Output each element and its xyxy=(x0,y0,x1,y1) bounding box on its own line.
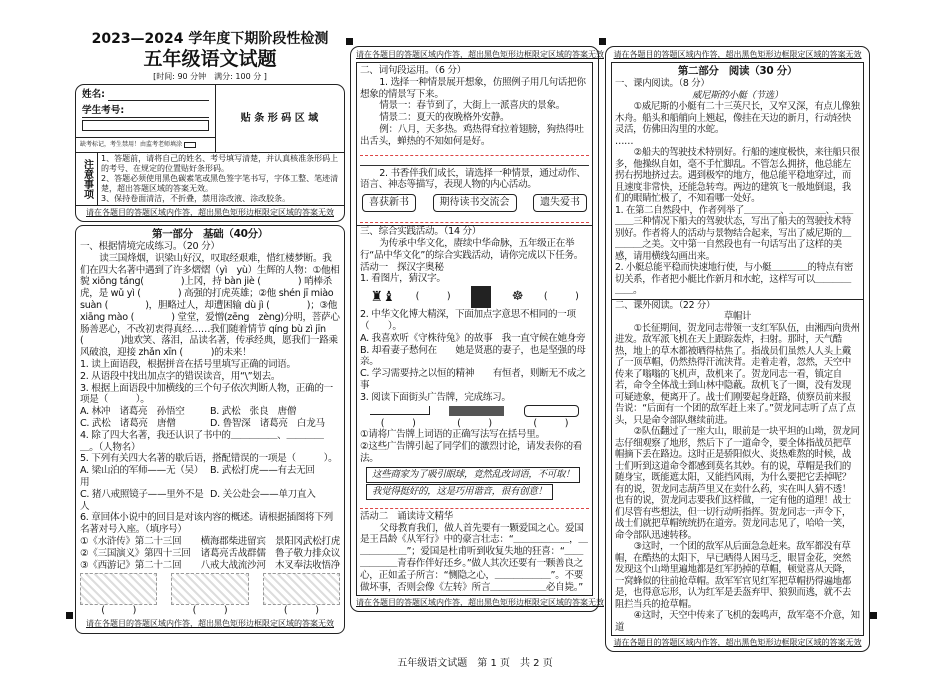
answer-area-notice: 请在各题目的答题区域内作答，超出黑色矩形边框限定区域的答案无效 xyxy=(86,208,334,217)
passage-text: 读三国烽烟，识梁山好汉，叹取经艰难，惜红楼梦断。我们在四大名著中遇到了许多熠熠（yì yù）生辉的人物：①他相貌 xiōng táng( )上冈，持 bàn jiè ( ) 哨棒杀虎，是 wǔ yì ( ) 高强的打虎英雄；②他 shén jī miào suàn ( )，胆略过人，却遭困输 dù jì ( )；③他 xiāng mào ( ) 堂堂，爱憎(zēng zèng)分明，菩萨心肠善恶心，不改初衷得真经……我们随着情节 qíng bù zì jīn ( )地欢笑、落泪，品读名著，传承经典，愿我们一路乘风破浪，迎接 zhǎn xīn ( )的未来！ xyxy=(80,252,340,359)
reading-1-q2: 2. 小艇总能平稳而快速地行使，与小艇＿＿＿＿的特点有密切关系，作者把小艇比作新月和水蛇，这样写可以＿＿＿＿＿＿。 xyxy=(615,262,853,296)
activity-1-q3-2: ②这些广告牌引起了同学们的激烈讨论，请发表你的看法。 xyxy=(360,441,583,464)
exam-title: 五年级语文试题 xyxy=(143,48,277,70)
answer-area-notice: 请在各题目的答题区域内作答，超出黑色矩形边框限定区域的答案无效 xyxy=(86,619,334,629)
option-a: A. 林冲 诸葛亮 孙悟空 xyxy=(80,406,185,418)
right-answer-frame xyxy=(605,46,870,652)
info-box xyxy=(76,85,344,153)
absent-mark-row xyxy=(76,137,216,153)
q6-rows xyxy=(80,536,340,571)
absent-label: 缺考标记，考生禁用！由监考老师填涂 xyxy=(80,141,183,148)
chapter-title: 诸葛亮舌战群儒 鲁子敬力排众议 xyxy=(200,547,340,559)
riddle-image: ☸ xyxy=(511,289,524,305)
billboards xyxy=(360,404,589,418)
option-a: A. 梁山泊的军师——无（吴）用 xyxy=(80,465,204,488)
activity-2-title: 活动二 诵读诗文精华 xyxy=(360,510,453,522)
passage-paragraph: ②队伍翻过了一座大山，眼前是一块平坦的山坳，贺龙同志仔细观察了地形，然后下了一道命令，要全体指战员把草帽摘下丢在路边。这时正是骄阳似火、炎热难熬的时候，战士们听到这道命令都感到莫名其妙。有的说，草帽是我们的随身宝，既能遮太阳，又能挡风雨，为什么要把它丢掉呢？有的说，贺龙同志葫芦里又在卖什么药，实在叫人猜不透！也有的说，贺龙同志要我们这样做，一定有他的道理！战士们尽管有些想法，但一切行动听指挥。贺龙同志一声令下，战士们就把草帽统统扔在道旁。贺龙同志见了，哈哈一笑，命令部队迅速转移。 xyxy=(615,426,860,541)
reading-1-q1: 1. 在第二自然段中，作者列举了＿＿＿＿、＿＿＿＿、＿＿＿＿三种情况下船夫的驾驶状态，写出了船夫的驾驶技术特别好。作者将人的活动与景物结合起来，写出了威尼斯的＿＿＿＿之美。文中第一自然段也有一句话写出了这样的美感，请用横线勾画出来。 xyxy=(615,204,853,262)
name-field[interactable] xyxy=(108,89,209,101)
question-1-title: 一、根据情境完成练习。（20 分） xyxy=(80,241,220,252)
answer-line[interactable] xyxy=(360,501,589,509)
part2-title: 第二部分 阅读（30 分） xyxy=(677,65,798,77)
answer-blank[interactable]: ( ) xyxy=(283,605,319,617)
option-d: D. 鲁智深 诸葛亮 白龙马 xyxy=(210,417,325,429)
registration-mark xyxy=(66,612,73,619)
answer-blank[interactable]: ( ) xyxy=(380,417,416,429)
passage-paragraph: ①长征期间，贺龙同志带领一支红军队伍，由湘西向贵州进发。敌军派飞机在天上跟踪轰炸，扫射。那时，天气酷热，地上的草木都被晒得枯焦了。指战员们虽然人人头上戴了一顶草帽，仍然热得汗流浃背。走着走着，忽然，天空中传来了嗡嗡的飞机声，敌机来了。贺龙同志一看，镇定自若，命令全体战士到山林中隐蔽。敌机飞了一圈，没有发现可疑迹象，便离开了。战士们刚要起身赶路，侦察员前来报告说：“后面有一个团的敌军赶上来了。”贺龙同志听了点了点头，只是命令部队继续前进。 xyxy=(615,322,860,426)
q2-2-text: 2. 书香伴我们成长，请选择一种情景，通过动作、语言、神态等描写，表现人物的内心活动。 xyxy=(360,167,586,191)
student-id-label: 学生考号: xyxy=(82,105,209,118)
student-id-field[interactable] xyxy=(82,120,209,131)
choice-new-book[interactable]: 喜获新书 xyxy=(362,194,416,212)
student-info xyxy=(76,85,216,137)
section-2-title: 二、词句段运用。（6 分） xyxy=(360,65,466,76)
note-item: 3、保持卷面清洁，不折叠，禁用涂改液、涂改胶条。 xyxy=(101,194,291,203)
barcode-area: 贴 条 形 码 区 域 xyxy=(240,113,319,124)
answer-blank[interactable]: ( ) xyxy=(457,417,492,429)
illustration-image xyxy=(171,573,248,605)
q2-1-text: 1. 选择一种情景展开想象，仿照例子用几句话把你想象的情景写下来。 xyxy=(360,76,586,100)
q6-text: 6. 章回体小说中的回目是对该内容的概述。请根据插图将下列名著对号入座。（填序号） xyxy=(80,512,333,536)
option-c: C. 武松 诸葛亮 唐僧 xyxy=(80,417,176,429)
answer-area-notice: 请在各题目的答题区域内作答，超出黑色矩形边框限定区域的答案无效 xyxy=(356,50,604,59)
reading-2-title: 二、课外阅读。（22 分） xyxy=(615,299,716,311)
answer-line[interactable] xyxy=(360,158,589,166)
q3-text: 3. 根据上面语段中加横线的三个句子依次判断人物，正确的一项是（ ）。 xyxy=(80,382,333,406)
passage-paragraph: ②船夫的驾驶技术特别好。行船的速度极快，来往船只很多，他操纵自如，毫不手忙脚乱。不管怎么拥挤，他总能左拐右拐地挤过去。遇到极窄的地方，他总能平稳地穿过，而且速度非常快，还能急转弯。两边的建筑飞一般地倒退，我们的眼睛忙极了，不知看哪一处好。 xyxy=(615,147,860,204)
answer-blank[interactable]: ( ) xyxy=(533,417,569,429)
scene-2: 情景二：夏天的夜晚格外安静。 xyxy=(379,112,510,124)
page-footer: 五年级语文试题 第 1 页 共 2 页 xyxy=(397,658,553,669)
option-d: D. 关公赴会——单刀直入 xyxy=(210,488,316,500)
illustration-image xyxy=(80,573,157,605)
notes-box xyxy=(76,153,344,206)
illustration-image xyxy=(263,573,340,605)
option-c: C. 学习需要持之以恒的精神 有恒者，则断无不成之事 xyxy=(360,368,586,391)
activity-1-q2: 2. 中华文化博大精深，下面加点字意思不相同的一项（ ）。 xyxy=(360,309,576,332)
absent-checkbox[interactable] xyxy=(184,142,196,148)
answer-blank[interactable]: ( ) xyxy=(415,291,451,303)
exam-meta: [时间: 90 分钟 满分: 100 分 ] xyxy=(153,72,267,81)
q1-text: 1. 读上面语段，根据拼音在括号里填写正确的词语。 xyxy=(80,358,296,370)
option-b: B. 武松 张良 唐僧 xyxy=(210,406,297,418)
activity-1-q3-1: ①请将广告牌上词语的正确写法写在括号里。 xyxy=(360,429,545,441)
q2-text: 2. 从语段中找出加点字的错误读音，用“\”划去。 xyxy=(80,370,281,382)
riddle-image: ♜♝ xyxy=(370,289,395,306)
chapter-title: 横海郡柴进留宾 景阳冈武松打虎 xyxy=(200,535,340,547)
option-b: B. 却看妻子愁何在 她是贤惠的妻子，也是坚强的母亲。 xyxy=(360,344,586,368)
part1-title: 第一部分 基础（40分） xyxy=(151,228,268,240)
billboard-image xyxy=(370,406,430,415)
note-item: 2、答题必须使用黑色碳素笔或黑色签字笔书写，字体工整、笔迹清楚，超出答题区域的答案无效。 xyxy=(101,174,339,193)
left-column xyxy=(75,30,345,634)
poem-fill-text: 父母教育我们，做人首先要有一颗爱国之心。爱国是王昌龄《从军行》中的豪言壮志：“＿＿＿＿＿＿，＿＿＿＿＿＿”；爱国是杜甫听到收复失地的狂喜：“＿＿＿＿＿＿青春作伴好还乡。”做人其次还要有一颗善良之心，正如孟子所言：“恻隐之心，＿＿＿＿＿＿”。不要做坏事，否则会像《左转》所言＿＿＿＿＿＿必自毙。” xyxy=(360,522,588,593)
character-riddles xyxy=(360,285,589,309)
answer-blank[interactable]: ( ) xyxy=(543,291,579,303)
option-b: B. 武松打虎——有去无回 xyxy=(210,465,315,477)
exam-header xyxy=(75,30,345,82)
passage-paragraph: ①威尼斯的小艇有二十三英尺长，又窄又深，有点儿像独木舟。船头和船艄向上翘起，像挂在天边的新月，行动轻快灵活，仿佛田沟里的水蛇。 xyxy=(615,101,860,135)
answer-line[interactable] xyxy=(360,148,589,156)
reading-1-title: 一、课内阅读。（8 分） xyxy=(615,78,710,89)
ellipsis: …… xyxy=(615,135,634,147)
exam-year-title: 2023—2024 学年度下期阶段性检测 xyxy=(91,31,329,47)
passage-title: 威尼斯的小艇（节选） xyxy=(692,89,783,101)
choice-lost-book[interactable]: 遗失爱书 xyxy=(533,194,587,212)
option-c: C. 猪八戒照镜子——里外不是人 xyxy=(80,488,204,512)
q4-text: 4. 除了四大名著，我还认识了书中的＿＿＿＿＿、＿＿＿＿＿。（人物名） xyxy=(80,429,324,453)
q5-text: 5. 下列有关四大名著的歇后语，搭配错误的一项是（ ）。 xyxy=(80,453,338,465)
notes-label: 注意事项 xyxy=(76,153,98,205)
note-item: 1、答题前，请将自己的姓名、考号填写清楚，并认真核准条形码上的考号、在规定的位置贴好条形码。 xyxy=(101,154,339,173)
scene-1: 情景一：春节到了，大街上一派喜庆的景象。 xyxy=(379,100,566,112)
section-3-title: 三、综合实践活动。（14 分） xyxy=(360,226,482,238)
middle-section xyxy=(356,62,593,596)
answer-area-notice: 请在各题目的答题区域内作答，超出黑色矩形边框限定区域的答案无效 xyxy=(356,598,604,608)
billboard-answers xyxy=(360,418,589,430)
part1-section xyxy=(75,225,345,634)
activity-intro: 为传承中华文化，赓续中华命脉，五年级正在举行“品中华文化”的综合实践活动，请你完成以下任务。 xyxy=(360,237,584,261)
notes-list xyxy=(98,153,344,205)
answer-area-notice: 请在各题目的答题区域内作答，超出黑色矩形边框限定区域的答案无效 xyxy=(613,638,862,647)
scene-choices xyxy=(362,194,587,212)
option-a: A. 我喜欢听《守株待兔》的故事 我一直守候在她身旁 xyxy=(360,332,586,344)
passage-title: 草帽计 xyxy=(723,311,752,322)
book-chapter: ①《水浒传》第二十三回 xyxy=(80,535,182,547)
answer-area-notice: 请在各题目的答题区域内作答，超出黑色矩形边框限定区域的答案无效 xyxy=(613,50,862,59)
speech-bubble: 我觉得挺好的，这是巧用谐音，很有创意！ xyxy=(366,484,553,500)
q3-options xyxy=(80,406,340,430)
answer-line[interactable] xyxy=(360,215,589,223)
answer-blank[interactable]: ( ) xyxy=(101,605,137,617)
billboard-image xyxy=(524,405,579,417)
passage-paragraph: ③这时，一个团的敌军从后面急急赶来。敌军都没有草帽，在酷热的太阳下，早已晒得人困马乏，眼冒金花，突然发现这个山坳里遍地都是红军扔掉的草帽，顿觉喜从天降，一窝蜂似的往前抢草帽。敌军军官见红军把草帽扔得遍地都是，也得意忘形，认为红军是丢盔弃甲、狼狈而逃，就不去阻拦当兵的抢草帽。 xyxy=(615,541,851,610)
activity-1-q1: 1. 看图片，猜汉字。 xyxy=(360,273,446,285)
middle-answer-frame xyxy=(350,46,604,612)
q5-options xyxy=(80,465,340,512)
riddle-image xyxy=(471,286,491,308)
activity-1-title: 活动一 探汉字奥秘 xyxy=(360,261,444,273)
speech-bubble: 这些商家为了吸引眼球，竟然乱改词语，不可取！ xyxy=(366,467,580,483)
illustrations xyxy=(80,573,340,617)
reading-section xyxy=(611,62,864,636)
book-chapter: ②《三国演义》第四十三回 xyxy=(80,547,191,559)
registration-mark xyxy=(599,38,606,45)
passage-paragraph: ④这时，天空中传来了飞机的轰鸣声，敌军毫不介意，知道 xyxy=(615,610,860,633)
answer-blank[interactable]: ( ) xyxy=(192,605,228,617)
example-text: 例：八月，天多热。鸡热得耷拉着翅膀，狗热得吐出舌头，蝉热的不知如何是好。 xyxy=(360,123,584,147)
chapter-title: 八戒大战流沙河 木叉奉法收悟净 xyxy=(200,559,340,571)
choice-reading-meeting[interactable]: 期待读书交流会 xyxy=(433,194,517,212)
activity-1-q3: 3. 阅读下面街头广告牌，完成练习。 xyxy=(360,391,511,403)
book-chapter: ③《西游记》第二十二回 xyxy=(80,559,182,571)
registration-mark xyxy=(870,612,877,619)
name-label: 姓名: xyxy=(82,89,106,100)
registration-mark xyxy=(346,38,353,45)
billboard-image xyxy=(449,406,504,416)
left-answer-frame xyxy=(75,84,345,222)
